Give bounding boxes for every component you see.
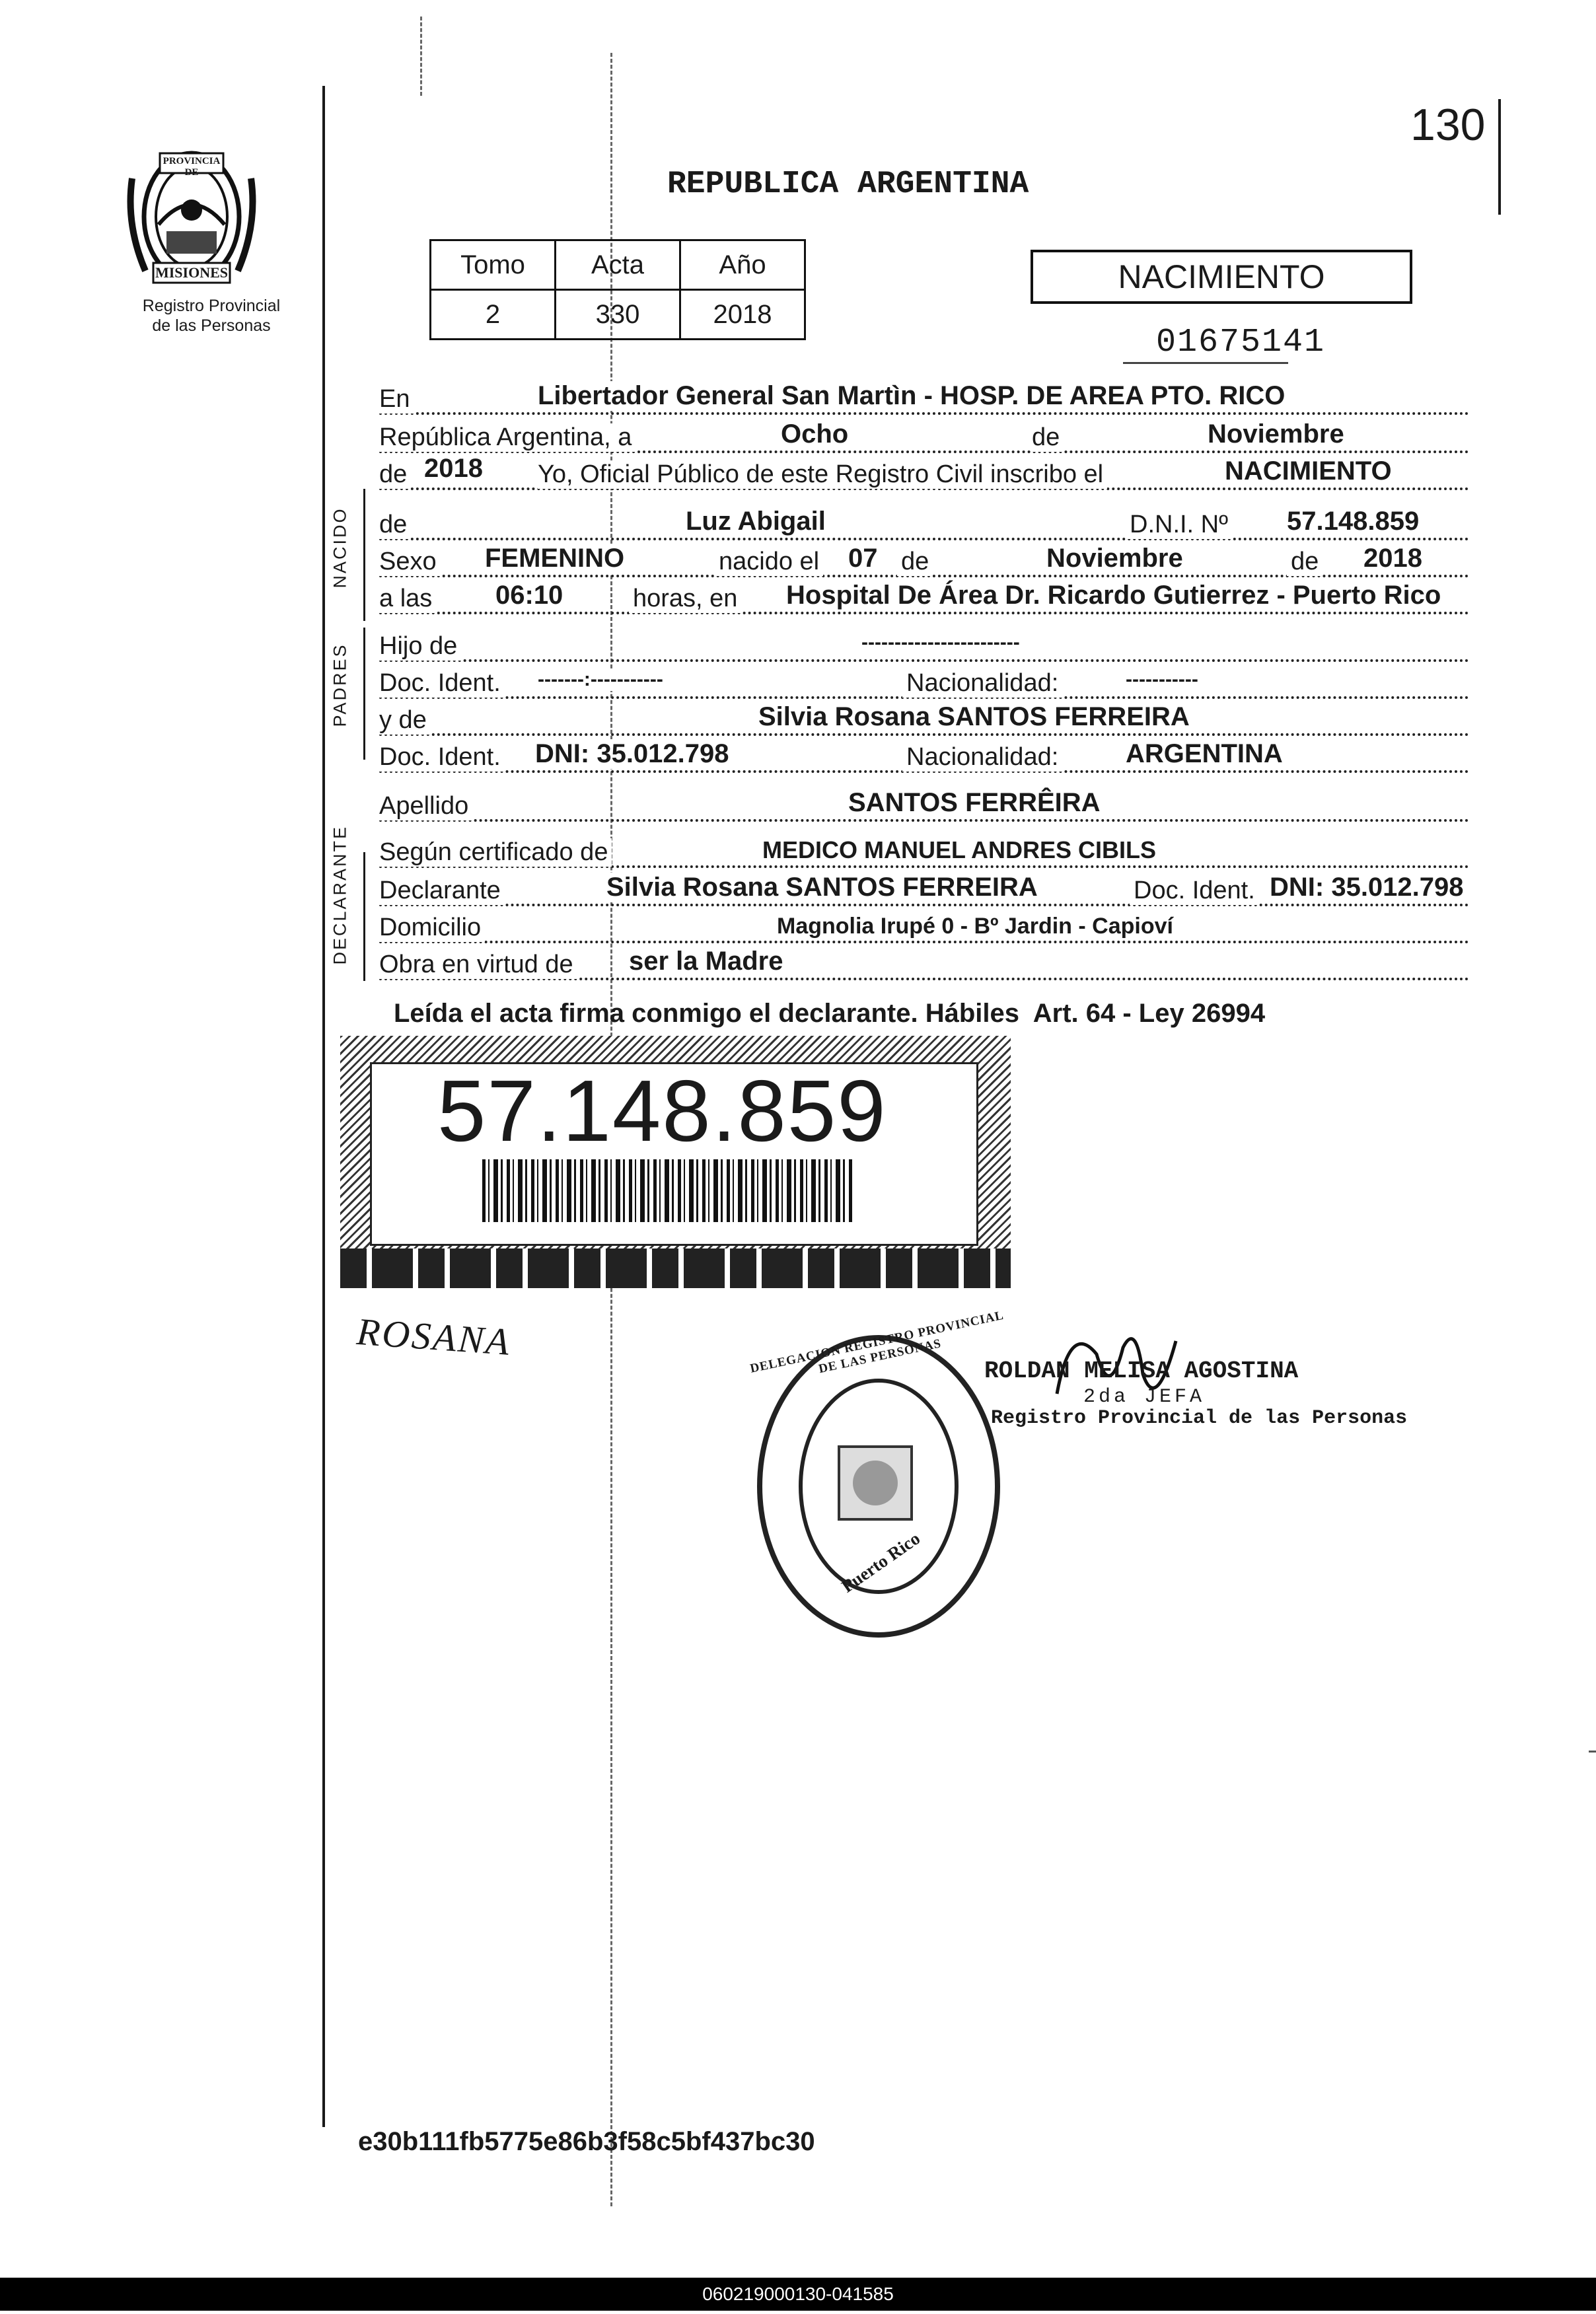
- label-de-anio: de: [379, 460, 411, 489]
- value-nombre: Luz Abigail: [683, 507, 828, 536]
- table-header-acta: Acta: [556, 240, 680, 290]
- section-label-declarante: DECLARANTE: [330, 824, 350, 965]
- row-doc-madre: [379, 740, 1469, 777]
- label-doc-ident: Doc. Ident.: [379, 669, 505, 698]
- section-label-padres: PADRES: [330, 643, 350, 727]
- top-left-dash: [420, 17, 422, 96]
- label-nacionalidad: Nacionalidad:: [902, 669, 1062, 698]
- label-republica: República Argentina, a: [379, 423, 635, 452]
- official-seal: [748, 1308, 1005, 1642]
- label-doc-ident-madre: Doc. Ident.: [379, 743, 505, 772]
- dni-barcode: [482, 1159, 852, 1222]
- dotted-line: [379, 733, 1469, 736]
- footer-bar: [0, 2278, 1596, 2311]
- value-certificado: MEDICO MANUEL ANDRES CIBILS: [760, 836, 1159, 864]
- table-value-tomo: 2: [431, 290, 556, 340]
- dotted-line: [379, 659, 1469, 662]
- seal-place: Puerto Rico: [838, 1528, 924, 1597]
- value-nac-mes: Noviembre: [1044, 544, 1186, 573]
- label-de-mes: de: [897, 548, 933, 576]
- row-certificado: [379, 835, 1469, 872]
- value-mes: Noviembre: [1205, 419, 1347, 449]
- row-nombre: [379, 507, 1469, 544]
- row-en: [379, 382, 1469, 419]
- section-divider-padres: [363, 628, 365, 760]
- guilloche-bottom-band: [340, 1248, 1011, 1288]
- row-inscribo: [379, 454, 1469, 494]
- closing-statement: Leída el acta firma conmigo el declarante. Hábiles Art. 64 - Ley 26994: [394, 999, 1266, 1028]
- value-nac-madre: ARGENTINA: [1123, 739, 1286, 769]
- row-fecha: [379, 420, 1469, 457]
- official-name: ROLDAN MELISA AGOSTINA: [984, 1357, 1299, 1385]
- dotted-line: [379, 412, 1469, 415]
- value-doc-decl: DNI: 35.012.798: [1267, 873, 1467, 902]
- seal-text: DELEGACION REGISTRO PROVINCIAL DE LAS PERSONAS: [748, 1308, 1005, 1377]
- table-header-anio: Año: [680, 240, 805, 290]
- registry-label-line1: Registro Provincial: [142, 297, 281, 315]
- dotted-line: [379, 538, 1469, 540]
- value-declarante: Silvia Rosana SANTOS FERREIRA: [604, 873, 1040, 902]
- label-hijo-de: Hijo de: [379, 632, 461, 661]
- label-apellido: Apellido: [379, 792, 472, 820]
- label-de-anio-nac: de: [1287, 548, 1323, 576]
- dotted-line: [379, 904, 1469, 906]
- label-horas-en: horas, en: [629, 585, 741, 613]
- row-obra: [379, 947, 1469, 984]
- section-divider-declarante: [363, 852, 365, 981]
- table-value-acta: 330: [556, 290, 680, 340]
- serial-number: 01675141: [1156, 324, 1326, 361]
- row-madre: [379, 703, 1469, 740]
- row-declarante: [379, 873, 1469, 910]
- registry-label-line2: de las Personas: [152, 316, 271, 335]
- label-dni: D.N.I. Nº: [1126, 511, 1232, 539]
- official-office: Registro Provincial de las Personas: [991, 1407, 1408, 1429]
- value-anio: 2018: [421, 454, 486, 484]
- record-table: [429, 239, 806, 340]
- page-title: REPUBLICA ARGENTINA: [667, 166, 1029, 202]
- label-declarante: Declarante: [379, 877, 505, 905]
- right-margin-line: [1498, 99, 1501, 215]
- dni-big-number: 57.148.859: [437, 1062, 887, 1159]
- value-doc-padre: -------:-----------: [535, 669, 666, 691]
- label-segun: Según certificado de: [379, 838, 612, 867]
- doc-type-box: [1031, 250, 1412, 304]
- emblem-top-text: PROVINCIA DE: [163, 156, 221, 178]
- row-doc-padre: [379, 666, 1469, 703]
- left-margin-line: [322, 86, 325, 2127]
- edge-tick: [1589, 1751, 1596, 1753]
- value-dni: 57.148.859: [1284, 507, 1422, 536]
- value-madre: Silvia Rosana SANTOS FERREIRA: [756, 702, 1192, 732]
- label-a-las: a las: [379, 585, 436, 613]
- row-hora: [379, 581, 1469, 618]
- table-value-anio: 2018: [680, 290, 805, 340]
- serial-underline: [1123, 362, 1288, 364]
- value-dia: Ocho: [778, 419, 851, 449]
- row-apellido: [379, 789, 1469, 826]
- document-hash: e30b111fb5775e86b3f58c5bf437bc30: [358, 2127, 815, 2156]
- label-nacionalidad-madre: Nacionalidad:: [902, 743, 1062, 772]
- province-emblem: [112, 139, 271, 291]
- footer-code: 060219000130-041585: [702, 2284, 894, 2304]
- row-domicilio: [379, 910, 1469, 947]
- label-y-de: y de: [379, 706, 431, 735]
- value-apellido: SANTOS FERRÊIRA: [846, 788, 1103, 818]
- label-nacido-el: nacido el: [715, 548, 823, 576]
- value-obra: ser la Madre: [626, 947, 785, 976]
- label-obra: Obra en virtud de: [379, 951, 577, 979]
- value-nac-anio: 2018: [1361, 544, 1425, 573]
- value-lugar-registro: Libertador General San Martìn - HOSP. DE AREA PTO. RICO: [535, 381, 1288, 411]
- registry-label: [119, 296, 304, 336]
- dotted-line: [379, 819, 1469, 822]
- label-sexo: Sexo: [379, 548, 441, 576]
- label-domicilio: Domicilio: [379, 914, 485, 942]
- handwritten-name: ROSANA: [355, 1309, 513, 1364]
- value-padre: ------------------------: [859, 632, 1023, 654]
- label-doc-ident-decl: Doc. Ident.: [1130, 877, 1259, 905]
- section-divider-nacido: [363, 489, 365, 621]
- value-domicilio: Magnolia Irupé 0 - Bº Jardin - Capioví: [774, 914, 1176, 939]
- table-header-tomo: Tomo: [431, 240, 556, 290]
- value-acto: NACIMIENTO: [1222, 456, 1395, 486]
- row-sexo: [379, 544, 1469, 581]
- value-sexo: FEMENINO: [482, 544, 627, 573]
- section-label-nacido: NACIDO: [330, 507, 350, 589]
- official-title: 2da JEFA: [1083, 1386, 1206, 1408]
- value-doc-madre: DNI: 35.012.798: [532, 739, 732, 769]
- emblem-bottom-text: MISIONES: [155, 264, 229, 281]
- page-number: 130: [1410, 100, 1486, 150]
- doc-type-label: NACIMIENTO: [1118, 258, 1325, 295]
- value-nac-dia: 07: [846, 544, 881, 573]
- label-en: En: [379, 385, 414, 414]
- value-nac-padre: -----------: [1123, 669, 1201, 691]
- label-de: de: [1032, 423, 1064, 452]
- row-hijo: [379, 629, 1469, 666]
- dotted-line: [379, 941, 1469, 943]
- label-de-nombre: de: [379, 511, 411, 539]
- label-inscribo: Yo, Oficial Público de este Registro Civil inscribo el: [538, 460, 1107, 489]
- value-hora: 06:10: [493, 581, 565, 610]
- value-lugar-nacimiento: Hospital De Área Dr. Ricardo Gutierrez - Puerto Rico: [783, 581, 1443, 610]
- dotted-line: [379, 612, 1469, 614]
